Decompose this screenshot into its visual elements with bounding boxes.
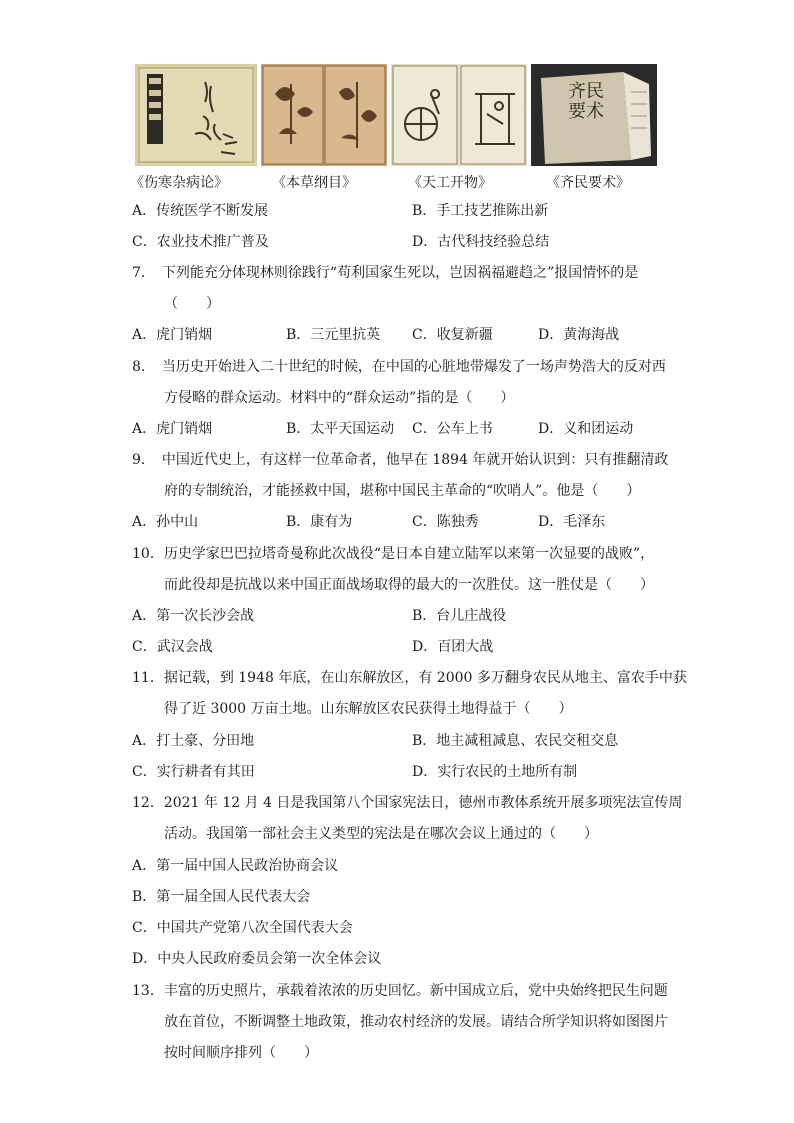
book-cover-char: 齐 — [568, 81, 586, 102]
qimin-book-image — [531, 64, 657, 166]
q10-stem-line2: 而此役却是抗战以来中国正面战场取得的最大的一次胜仗。这一胜仗是（ ） — [164, 577, 654, 593]
q9-option-a: A．孙中山 — [132, 514, 199, 530]
q6-option-c: C．农业技术推广普及 — [132, 234, 269, 250]
q7-stem-line1: 7． 下列能充分体现林则徐践行“苟利国家生死以，岂因祸福避趋之”报国情怀的是 — [132, 265, 639, 281]
q8-option-b: B．太平天国运动 — [286, 421, 395, 437]
q13-stem-line2: 放在首位，不断调整土地政策，推动农村经济的发展。请结合所学知识将如图图片 — [164, 1014, 668, 1030]
q11-option-b: B．地主减租减息、农民交租交息 — [412, 733, 619, 749]
q9-option-c: C．陈独秀 — [412, 514, 479, 530]
q10-stem-line1: 10．历史学家巴巴拉塔奇曼称此次战役“是日本自建立陆军以来第一次显要的战败”， — [132, 546, 655, 562]
q11-option-d: D．实行农民的土地所有制 — [412, 764, 578, 780]
q7-option-d: D．黄海海战 — [538, 327, 620, 343]
q10-option-b: B．台儿庄战役 — [412, 608, 507, 624]
q7-stem-line2: （ ） — [164, 296, 220, 312]
q6-option-b: B．手工技艺推陈出新 — [412, 203, 549, 219]
q8-option-a: A．虎门销烟 — [132, 421, 213, 437]
q12-option-c: C．中国共产党第八次全国代表大会 — [132, 920, 353, 936]
q12-stem-line2: 活动。我国第一部社会主义类型的宪法是在哪次会议上通过的（ ） — [164, 826, 598, 842]
q11-option-c: C．实行耕者有其田 — [132, 764, 255, 780]
q11-stem-line1: 11．据记载，到 1948 年底，在山东解放区，有 2000 多万翻身农民从地主、富农手中获 — [132, 670, 687, 686]
tiangong-book-image — [391, 64, 527, 166]
q7-option-c: C．收复新疆 — [412, 327, 493, 343]
q10-option-a: A．第一次长沙会战 — [132, 608, 255, 624]
book-cover-char: 民 — [586, 81, 604, 102]
caption-shanghan: 《伤寒杂病论》 — [130, 175, 228, 191]
q8-option-d: D．义和团运动 — [538, 421, 634, 437]
q11-stem-line2: 得了近 3000 万亩土地。山东解放区农民获得土地得益于（ ） — [164, 701, 573, 717]
q8-stem-line2: 方侵略的群众运动。材料中的“群众运动”指的是（ ） — [164, 390, 515, 406]
q9-option-d: D．毛泽东 — [538, 514, 606, 530]
book-images-strip — [135, 64, 657, 166]
q6-option-d: D．古代科技经验总结 — [412, 234, 550, 250]
shanghan-book-image — [135, 64, 257, 166]
q8-option-c: C．公车上书 — [412, 421, 493, 437]
q9-stem-line2: 府的专制统治，才能拯救中国，堪称中国民主革命的“吹哨人”。他是（ ） — [164, 483, 641, 499]
book-cover-char: 术 — [586, 101, 604, 122]
book-cover-char: 要 — [568, 101, 586, 122]
q11-option-a: A．打土豪、分田地 — [132, 733, 255, 749]
q8-stem-line1: 8． 当历史开始进入二十世纪的时候，在中国的心脏地带爆发了一场声势浩大的反对西 — [132, 359, 666, 375]
q12-option-b: B．第一届全国人民代表大会 — [132, 889, 311, 905]
q12-option-d: D．中央人民政府委员会第一次全体会议 — [132, 951, 382, 967]
q10-option-c: C．武汉会战 — [132, 639, 213, 655]
q9-option-b: B．康有为 — [286, 514, 353, 530]
q13-stem-line1: 13．丰富的历史照片，承载着浓浓的历史回忆。新中国成立后，党中央始终把民生问题 — [132, 983, 668, 999]
q10-option-d: D．百团大战 — [412, 639, 494, 655]
caption-tiangong: 《天工开物》 — [408, 175, 492, 191]
q12-option-a: A．第一届中国人民政治协商会议 — [132, 858, 339, 874]
q9-stem-line1: 9． 中国近代史上，有这样一位革命者，他早在 1894 年就开始认识到：只有推翻清政 — [132, 452, 669, 468]
bencao-book-image — [261, 64, 387, 166]
caption-qimin: 《齐民要术》 — [546, 175, 630, 191]
q13-stem-line3: 按时间顺序排列（ ） — [164, 1045, 318, 1061]
q7-option-b: B．三元里抗英 — [286, 327, 381, 343]
q7-option-a: A．虎门销烟 — [132, 327, 213, 343]
q12-stem-line1: 12．2021 年 12 月 4 日是我国第八个国家宪法日，德州市教体系统开展多项宪法宣传周 — [132, 795, 683, 811]
q6-option-a: A．传统医学不断发展 — [132, 203, 269, 219]
caption-bencao: 《本草纲目》 — [272, 175, 356, 191]
